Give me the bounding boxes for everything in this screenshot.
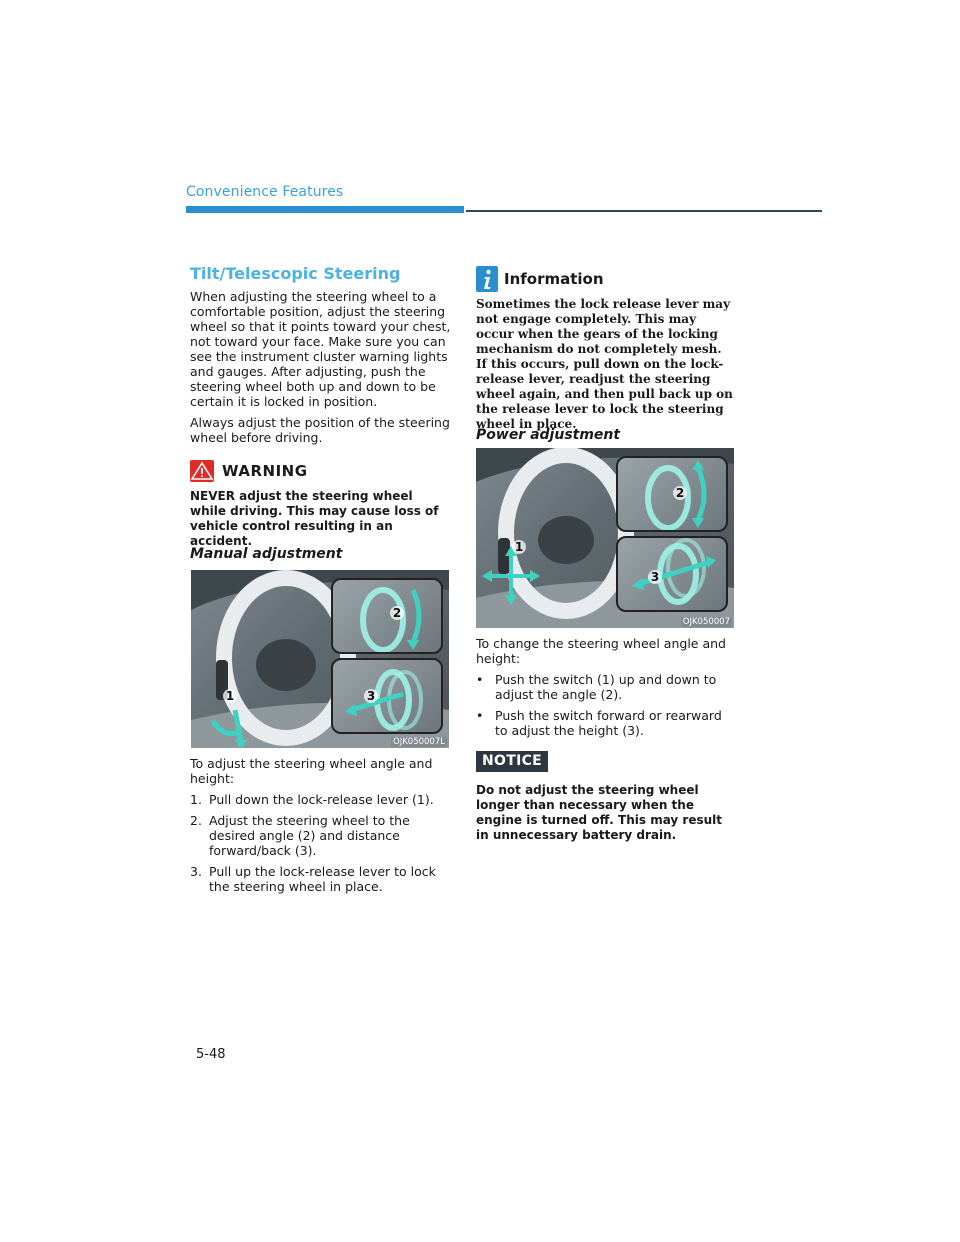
power-bullets [476, 672, 734, 738]
manual-steps [190, 792, 452, 894]
information-icon [476, 266, 498, 292]
figure-code: OJK050007 [682, 617, 730, 627]
list-item: • Push the switch (1) up and down to adjust the angle (2). [476, 672, 717, 702]
information-box [476, 266, 734, 432]
header-bar-rule [466, 210, 822, 212]
power-lead: To change the steering wheel angle and height: [476, 636, 726, 666]
list-item: 3. Pull up the lock-release lever to lock the steering wheel in place. [190, 864, 436, 894]
height-inset [616, 536, 728, 612]
information-text: Sometimes the lock release lever may not engage completely. This may occur when the gears of the locking mechanism do not completely mesh. If this occurs, pull down on the lock-release lever, readjust the steering wheel again, and then pull back up on the release lever to lock the steering wheel in place. [476, 297, 733, 431]
angle-inset [616, 456, 728, 532]
information-title: Information [504, 270, 604, 288]
power-adjustment-figure [476, 448, 734, 628]
information-header [476, 266, 734, 292]
warning-title: WARNING [222, 462, 308, 480]
power-adjustment-title: Power adjustment [476, 427, 621, 443]
page-number: 5-48 [196, 1047, 226, 1062]
power-heading-wrap [476, 427, 734, 443]
callout-1: 1 [512, 540, 526, 554]
notice-badge: NOTICE [476, 751, 548, 772]
manual-adjustment-title: Manual adjustment [190, 546, 343, 562]
list-item: • Push the switch forward or rearward to adjust the height (3). [476, 708, 722, 738]
manual-heading-wrap [190, 546, 452, 562]
callout-1: 1 [223, 689, 237, 703]
figure-code: OJK050007L [393, 737, 445, 747]
chapter-title: Convenience Features [186, 184, 344, 200]
manual-lead: To adjust the steering wheel angle and height: [190, 756, 433, 786]
manual-instructions [190, 756, 452, 900]
angle-arrow-icon [618, 458, 726, 530]
notice-box [476, 750, 734, 843]
intro-paragraph: When adjusting the steering wheel to a comfortable position, adjust the steering wheel so that it points toward your chest, not toward your face. Make sure you can see the instrument cluster warning lights and gauges. After adjusting, push the steering wheel both up and down to be certain it is locked in position. [190, 289, 451, 409]
angle-inset [331, 578, 443, 654]
warning-box [190, 460, 452, 549]
angle-arrow-icon [333, 580, 441, 652]
left-column [190, 264, 452, 445]
header-bar-accent [186, 206, 464, 213]
warning-header [190, 460, 452, 482]
callout-3: 3 [648, 570, 662, 584]
power-instructions [476, 636, 734, 744]
height-arrow-icon [618, 538, 726, 610]
intro-paragraph-2: Always adjust the position of the steering wheel before driving. [190, 415, 450, 445]
warning-text: NEVER adjust the steering wheel while driving. This may cause loss of vehicle control resulting in an accident. [190, 489, 439, 548]
distance-arrow-icon [333, 660, 441, 732]
callout-3: 3 [364, 689, 378, 703]
notice-text: Do not adjust the steering wheel longer than necessary when the engine is turned off. This may result in unnecessary battery drain. [476, 783, 723, 842]
section-title: Tilt/Telescopic Steering [190, 264, 401, 283]
manual-adjustment-figure [191, 570, 449, 748]
list-item: 1. Pull down the lock-release lever (1). [190, 792, 434, 807]
callout-2: 2 [390, 606, 404, 620]
list-item: 2. Adjust the steering wheel to the desired angle (2) and distance forward/back (3). [190, 813, 410, 858]
callout-2: 2 [673, 486, 687, 500]
warning-triangle-icon [190, 460, 214, 482]
distance-inset [331, 658, 443, 734]
